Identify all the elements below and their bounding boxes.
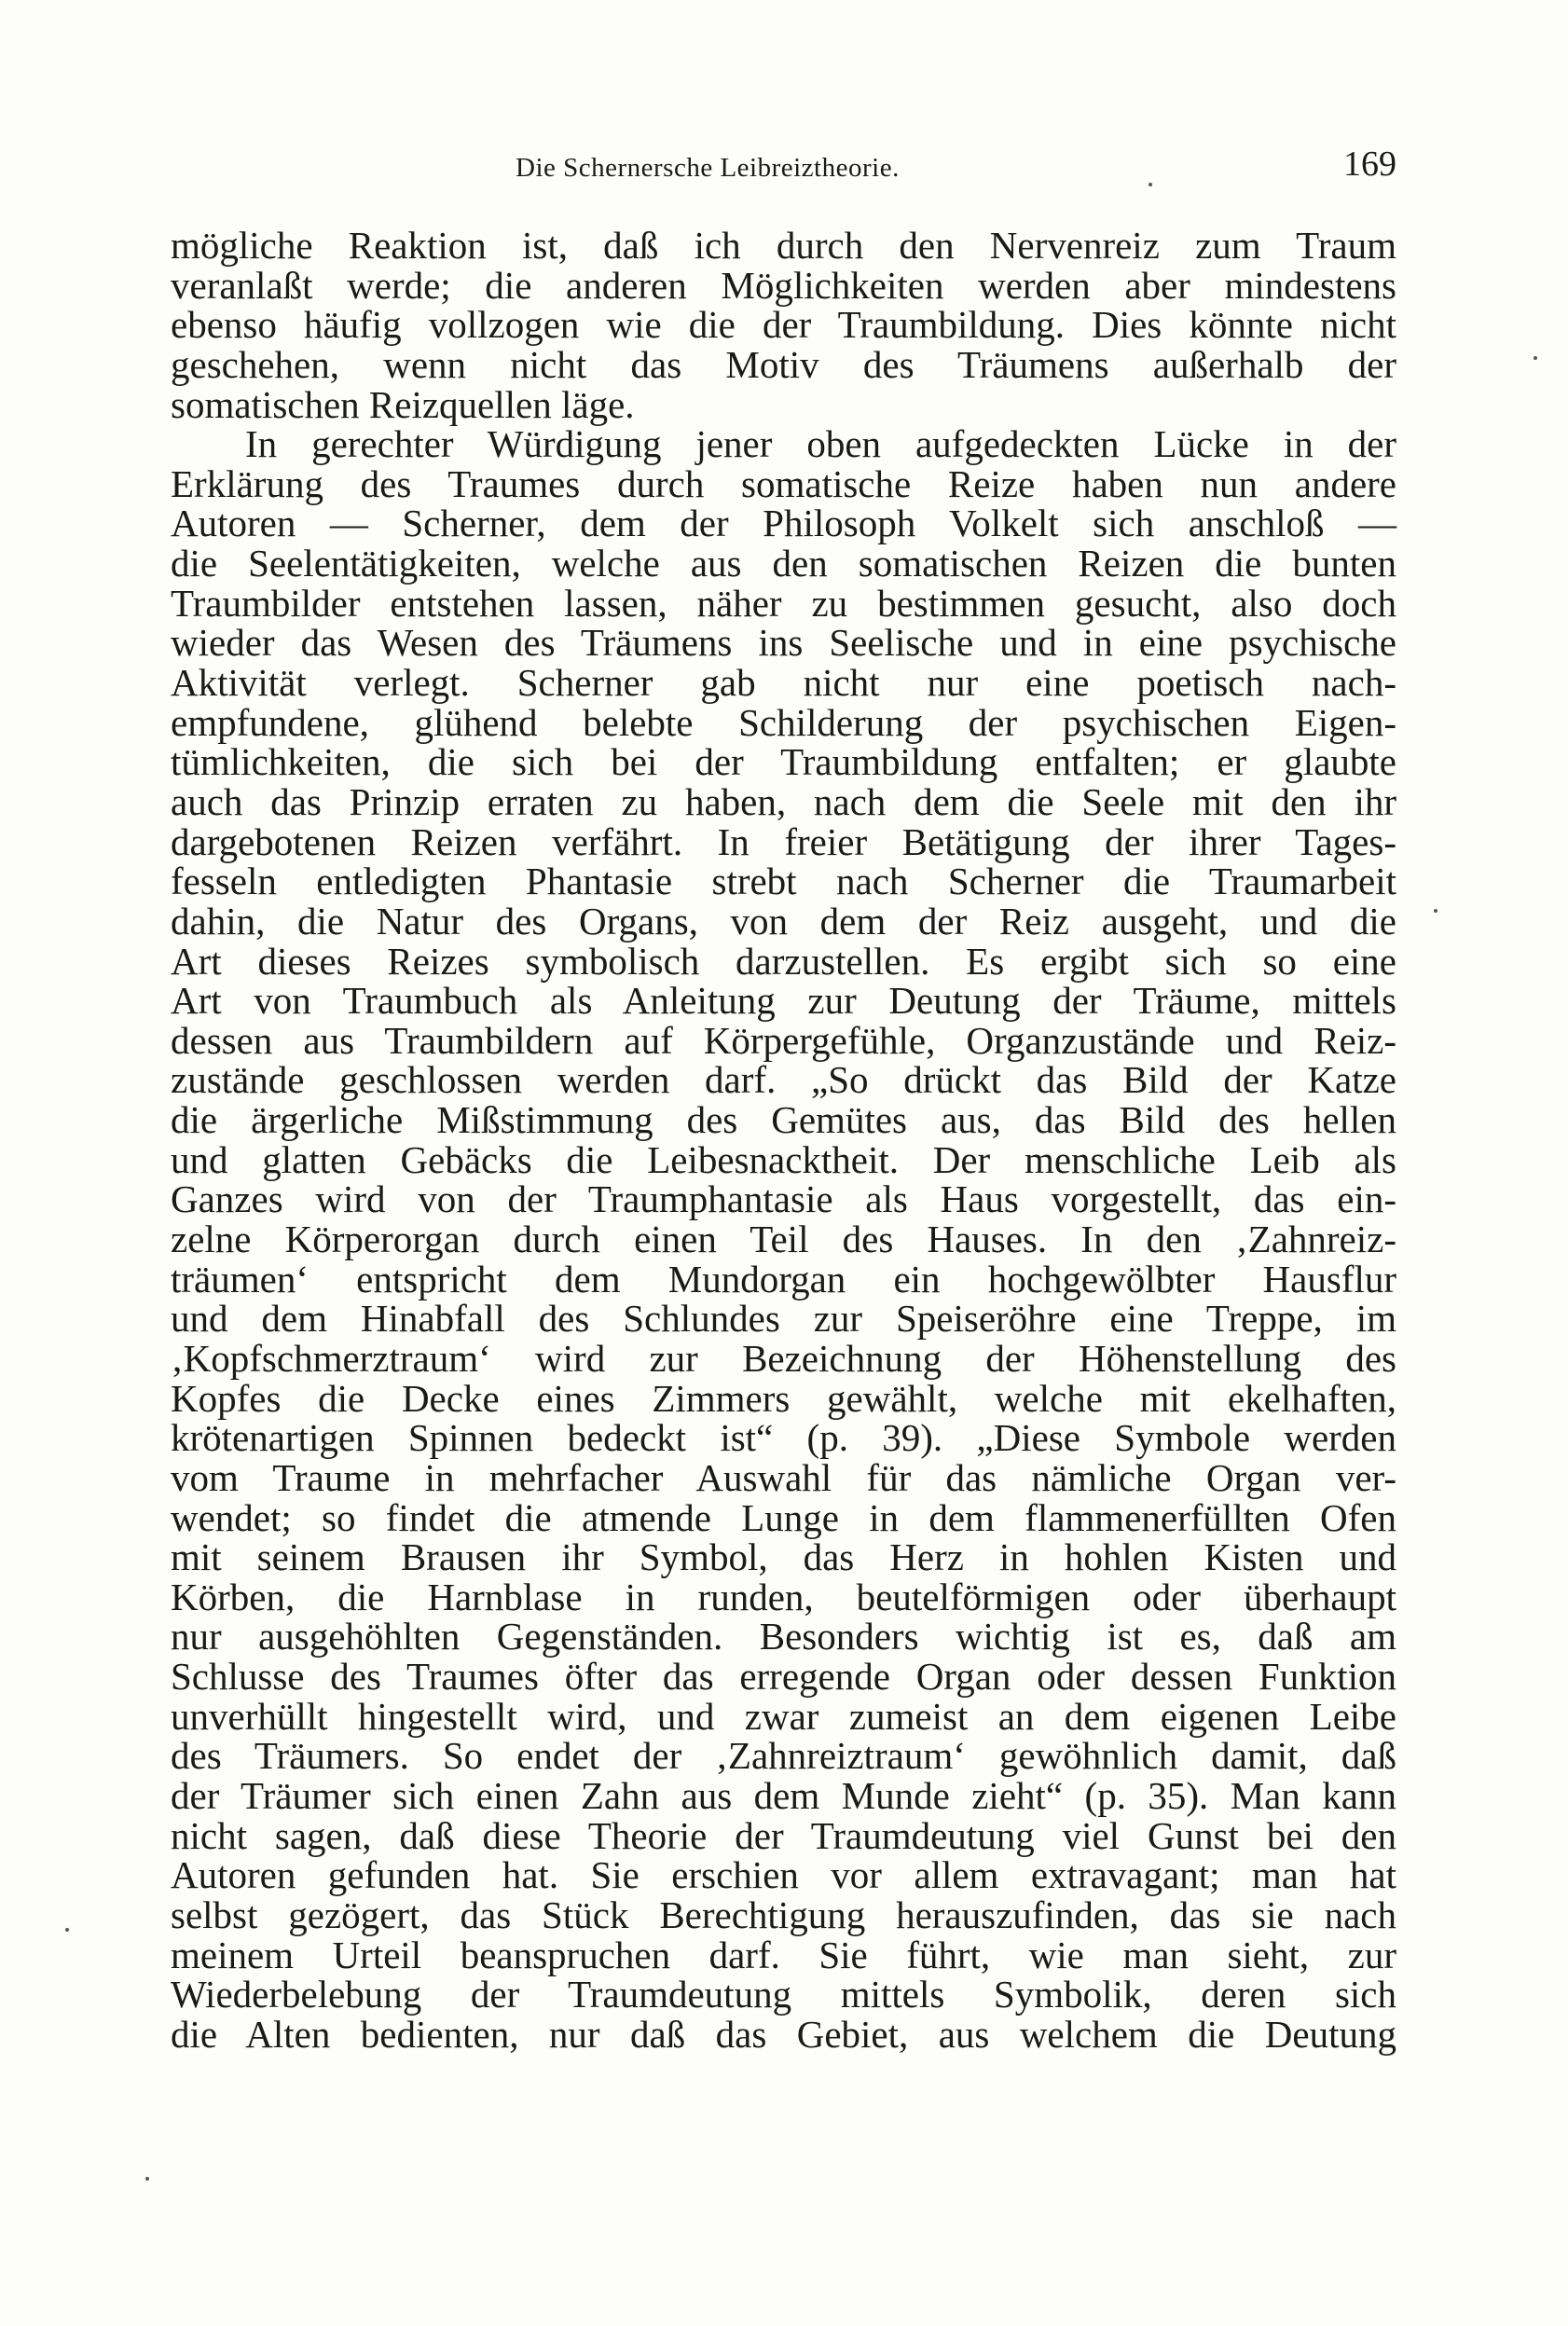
text-line: dargebotenen Reizen verfährt. In freier Betätigung der ihrer Tages- bbox=[171, 819, 1396, 863]
text-line: ebenso häufig vollzogen wie die der Traumbildung. Dies könnte nicht bbox=[171, 303, 1396, 347]
text-line: vom Traume in mehrfacher Auswahl für das nämliche Organ ver- bbox=[171, 1455, 1396, 1499]
text-line: Autoren gefunden hat. Sie erschien vor allem extravagant; man hat bbox=[171, 1853, 1396, 1897]
page-number: 169 bbox=[1343, 145, 1396, 184]
text-line: und glatten Gebäcks die Leibesnacktheit. Der menschliche Leib als bbox=[171, 1137, 1396, 1181]
text-line: In gerechter Würdigung jener oben aufgedeckten Lücke in der bbox=[245, 422, 1396, 466]
text-line: tümlichkeiten, die sich bei der Traumbildung entfalten; er glaubte bbox=[171, 740, 1396, 784]
text-line: zelne Körperorgan durch einen Teil des Hauses. In den ‚Zahnreiz- bbox=[171, 1218, 1396, 1261]
scan-speck bbox=[145, 2177, 149, 2181]
text-line: unverhüllt hingestellt wird, und zwar zumeist an dem eigenen Leibe bbox=[171, 1694, 1396, 1738]
scan-speck bbox=[1434, 909, 1437, 913]
text-line: dahin, die Natur des Organs, von dem der Reiz ausgeht, und die bbox=[171, 899, 1396, 943]
text-line: ‚Kopfschmerztraum‘ wird zur Bezeichnung der Höhenstellung des bbox=[171, 1336, 1396, 1380]
text-line: krötenartigen Spinnen bedeckt ist“ (p. 39). „Diese Symbole werden bbox=[171, 1416, 1396, 1460]
text-line: Traumbilder entstehen lassen, näher zu bestimmen gesucht, also doch bbox=[171, 581, 1396, 625]
text-line: Körben, die Harnblase in runden, beutelförmigen oder überhaupt bbox=[171, 1575, 1396, 1618]
text-line: Schlusse des Traumes öfter das erregende Organ oder dessen Funktion bbox=[171, 1655, 1396, 1699]
text-line: mit seinem Brausen ihr Symbol, das Herz in hohlen Kisten und bbox=[171, 1535, 1396, 1579]
text-line: wendet; so findet die atmende Lunge in dem flammenerfüllten Ofen bbox=[171, 1495, 1396, 1539]
text-line: die Seelentätigkeiten, welche aus den somatischen Reizen die bunten bbox=[171, 542, 1396, 585]
scan-speck bbox=[65, 1928, 69, 1932]
text-line: veranlaßt werde; die anderen Möglichkeiten werden aber mindestens bbox=[171, 263, 1396, 307]
text-line: Art dieses Reizes symbolisch darzustellen. Es ergibt sich so eine bbox=[171, 939, 1396, 983]
text-line: geschehen, wenn nicht das Motiv des Träumens außerhalb der bbox=[171, 342, 1396, 386]
body-text bbox=[171, 226, 1396, 2054]
text-line: Aktivität verlegt. Scherner gab nicht nur eine poetisch nach- bbox=[171, 661, 1396, 705]
text-line: fesseln entledigten Phantasie strebt nach Scherner die Traumarbeit bbox=[171, 860, 1396, 903]
text-line: Autoren — Scherner, dem der Philosoph Volkelt sich anschloß — bbox=[171, 502, 1396, 545]
text-line: die ärgerliche Mißstimmung des Gemütes aus, das Bild des hellen bbox=[171, 1098, 1396, 1142]
text-line: träumen‘ entspricht dem Mundorgan ein hochgewölbter Hausflur bbox=[171, 1257, 1396, 1301]
text-line: nur ausgehöhlten Gegenständen. Besonders wichtig ist es, daß am bbox=[171, 1615, 1396, 1658]
text-line: Erklärung des Traumes durch somatische Reize haben nun andere bbox=[171, 461, 1396, 505]
scan-speck bbox=[1534, 356, 1537, 360]
text-line: Art von Traumbuch als Anleitung zur Deutung der Träume, mittels bbox=[171, 979, 1396, 1023]
running-head bbox=[171, 140, 1396, 196]
text-line: empfundene, glühend belebte Schilderung der psychischen Eigen- bbox=[171, 700, 1396, 744]
text-line: mögliche Reaktion ist, daß ich durch den Nervenreiz zum Traum bbox=[171, 224, 1396, 267]
running-title: Die Schernersche Leibreiztheorie. bbox=[516, 153, 900, 183]
text-line: zustände geschlossen werden darf. „So drückt das Bild der Katze bbox=[171, 1058, 1396, 1102]
scan-speck bbox=[1148, 183, 1152, 186]
text-line: auch das Prinzip erraten zu haben, nach dem die Seele mit den ihr bbox=[171, 779, 1396, 823]
text-line: somatischen Reizquellen läge. bbox=[171, 382, 635, 426]
text-line: meinem Urteil beanspruchen darf. Sie führt, wie man sieht, zur bbox=[171, 1933, 1396, 1976]
text-line: nicht sagen, daß diese Theorie der Traumdeutung viel Gunst bei den bbox=[171, 1813, 1396, 1857]
text-line: Ganzes wird von der Traumphantasie als Haus vorgestellt, das ein- bbox=[171, 1177, 1396, 1221]
text-line: selbst gezögert, das Stück Berechtigung herauszufinden, das sie nach bbox=[171, 1892, 1396, 1936]
text-line: Kopfes die Decke eines Zimmers gewählt, welche mit ekelhaften, bbox=[171, 1376, 1396, 1420]
text-line: und dem Hinabfall des Schlundes zur Speiseröhre eine Treppe, im bbox=[171, 1297, 1396, 1341]
text-line: dessen aus Traumbildern auf Körpergefühle, Organzustände und Reiz- bbox=[171, 1018, 1396, 1062]
text-line: des Träumers. So endet der ‚Zahnreiztraum‘ gewöhnlich damit, daß bbox=[171, 1734, 1396, 1778]
text-line: Wiederbelebung der Traumdeutung mittels Symbolik, deren sich bbox=[171, 1973, 1396, 2016]
text-line: wieder das Wesen des Träumens ins Seelische und in eine psychische bbox=[171, 621, 1396, 665]
text-line: der Träumer sich einen Zahn aus dem Munde zieht“ (p. 35). Man kann bbox=[171, 1773, 1396, 1817]
text-line: die Alten bedienten, nur daß das Gebiet, aus welchem die Deutung bbox=[171, 2012, 1396, 2056]
